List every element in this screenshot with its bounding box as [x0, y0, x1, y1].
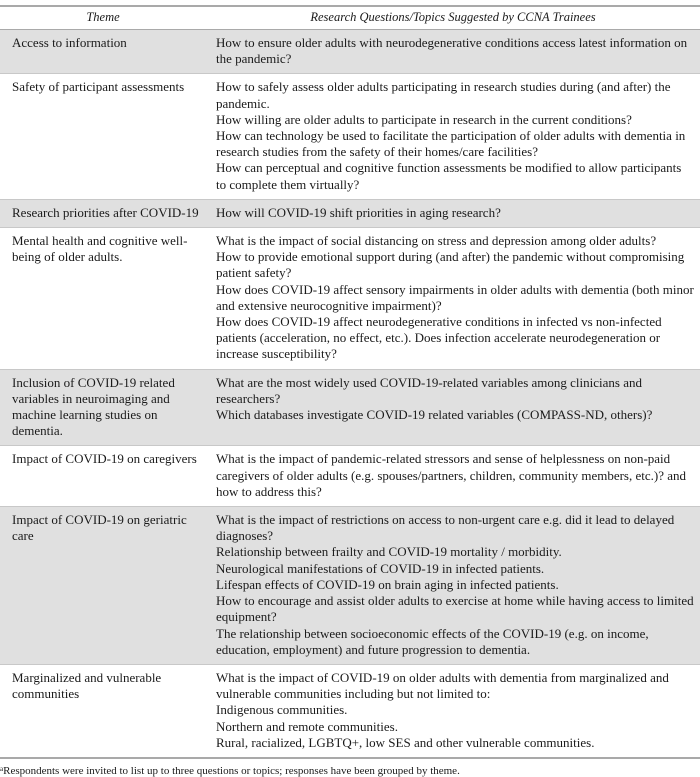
question-item: How to ensure older adults with neurodegenerative conditions access latest information on the pandemic?: [216, 35, 688, 67]
research-questions-table: [0, 5, 700, 759]
header-theme: Theme: [0, 6, 206, 30]
questions-cell: [206, 446, 700, 507]
question-item: How does COVID-19 affect neurodegenerative conditions in infected vs non-infected patients (acceleration, no effect, etc.). Does infection accelerate neurodegeneration or increase susceptibility?: [216, 314, 662, 362]
table-row: [0, 446, 700, 507]
question-item: What is the impact of pandemic-related stressors and sense of helplessness on non-paid caregivers of older adults (e.g. spouses/partners, children, community members, etc.)? and how to address this?: [216, 451, 687, 499]
questions-cell: [206, 507, 700, 665]
table-body: [0, 30, 700, 758]
footnote-text: Respondents were invited to list up to three questions or topics; responses have been grouped by theme.: [3, 764, 460, 777]
table-row: [0, 369, 700, 446]
question-item: Northern and remote communities.: [216, 718, 398, 734]
question-item: Rural, racialized, LGBTQ+, low SES and other vulnerable communities.: [216, 734, 595, 750]
question-item: How can perceptual and cognitive function assessments be modified to allow participants to complete them virtually?: [216, 160, 682, 192]
questions-cell: [206, 30, 700, 74]
document: [0, 5, 700, 777]
table-row: [0, 228, 700, 370]
theme-cell: Impact of COVID-19 on geriatric care: [0, 507, 206, 665]
questions-cell: [206, 228, 700, 370]
theme-cell: Marginalized and vulnerable communities: [0, 664, 206, 758]
header-questions: Research Questions/Topics Suggested by CCNA Trainees: [206, 6, 700, 30]
question-item: Lifespan effects of COVID-19 on brain aging in infected patients.: [216, 576, 559, 592]
table-row: [0, 507, 700, 665]
table-row: [0, 664, 700, 758]
question-item: The relationship between socioeconomic effects of the COVID-19 (e.g. on income, education, employment) and future progression to dementia.: [216, 625, 649, 657]
table-row: [0, 30, 700, 74]
question-item: How to provide emotional support during (and after) the pandemic without compromising patient safety?: [216, 249, 685, 281]
question-item: How does COVID-19 affect sensory impairments in older adults with dementia (both minor and extensive neurocognitive impairment)?: [216, 281, 694, 313]
theme-cell: Impact of COVID-19 on caregivers: [0, 446, 206, 507]
question-item: How willing are older adults to participate in research in the current conditions?: [216, 111, 632, 127]
question-item: Relationship between frailty and COVID-19 mortality / morbidity.: [216, 544, 562, 560]
questions-cell: [206, 199, 700, 227]
table-footnote: [0, 759, 700, 777]
question-item: What are the most widely used COVID-19-related variables among clinicians and researchers?: [216, 374, 642, 406]
question-item: How to safely assess older adults participating in research studies during (and after) the pandemic.: [216, 79, 671, 111]
questions-cell: [206, 369, 700, 446]
questions-cell: [206, 664, 700, 758]
table-row: [0, 74, 700, 199]
table-row: [0, 199, 700, 227]
theme-cell: Mental health and cognitive well-being of older adults.: [0, 228, 206, 370]
theme-cell: Access to information: [0, 30, 206, 74]
theme-cell: Inclusion of COVID-19 related variables in neuroimaging and machine learning studies on dementia.: [0, 369, 206, 446]
table-header-row: [0, 6, 700, 30]
question-item: Neurological manifestations of COVID-19 in infected patients.: [216, 560, 545, 576]
question-item: Indigenous communities.: [216, 702, 348, 718]
question-item: Which databases investigate COVID-19 related variables (COMPASS-ND, others)?: [216, 407, 653, 423]
question-item: How can technology be used to facilitate the participation of older adults with dementia in research studies from the safety of their homes/care facilities?: [216, 128, 686, 160]
question-item: What is the impact of social distancing on stress and depression among older adults?: [216, 233, 657, 249]
question-item: What is the impact of COVID-19 on older adults with dementia from marginalized and vulnerable communities including but not limited to:: [216, 669, 669, 702]
theme-cell: Research priorities after COVID-19: [0, 199, 206, 227]
footnote-marker: a: [0, 764, 4, 773]
question-item: What is the impact of restrictions on access to non-urgent care e.g. did it lead to delayed diagnoses?: [216, 512, 675, 544]
theme-cell: Safety of participant assessments: [0, 74, 206, 199]
questions-cell: [206, 74, 700, 199]
question-item: How to encourage and assist older adults to exercise at home while having access to limited equipment?: [216, 593, 694, 625]
question-item: How will COVID-19 shift priorities in aging research?: [216, 204, 501, 220]
